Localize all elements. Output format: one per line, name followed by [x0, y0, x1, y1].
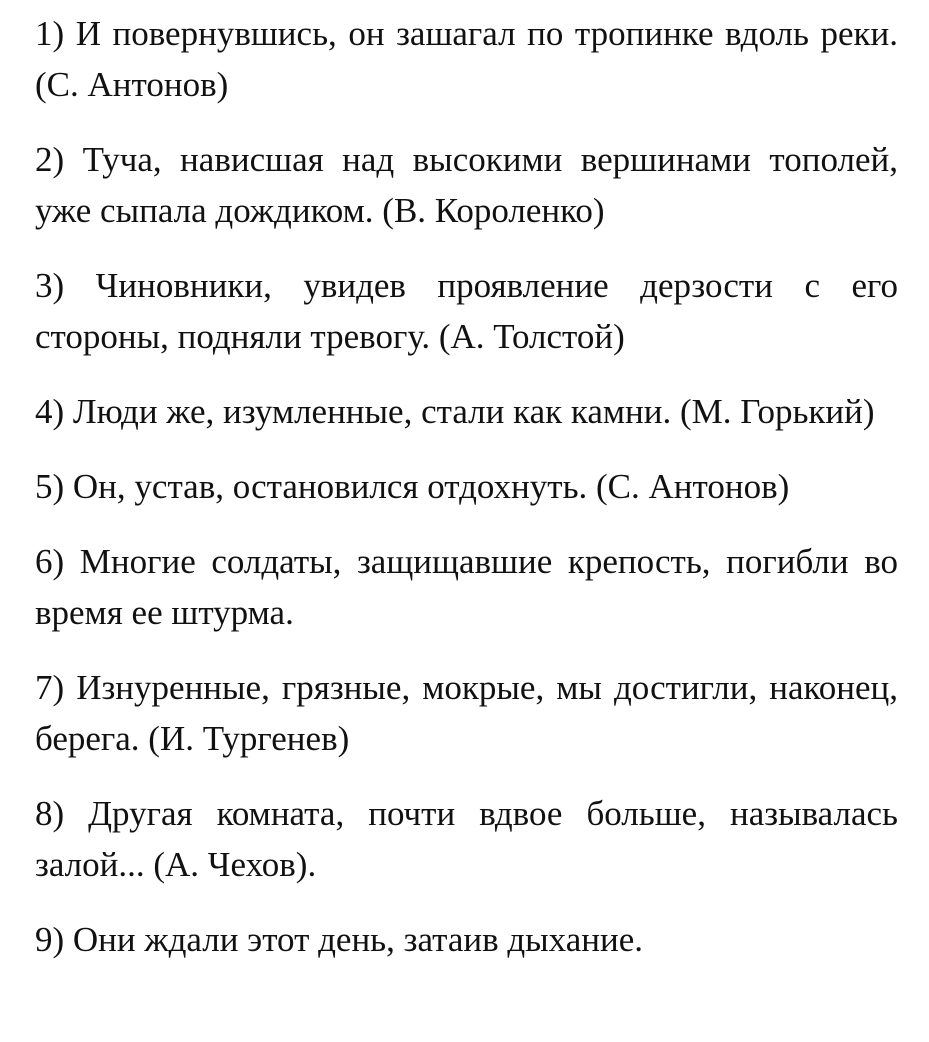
sentence-4: 4) Люди же, изумленные, стали как камни. (М. Горький) — [35, 392, 875, 431]
sentence-3: 3) Чиновники, увидев проявление дерзости с его стороны, подняли тревогу. (А. Толстой) — [35, 266, 898, 356]
sentence-2: 2) Туча, нависшая над высокими вершинами тополей, уже сыпала дождиком. (В. Короленко) — [35, 140, 898, 230]
sentence-1: 1) И повернувшись, он зашагал по тропинке вдоль реки. (С. Антонов) — [35, 14, 898, 104]
sentence-8: 8) Другая комната, почти вдвое больше, называлась залой... (А. Чехов). — [35, 794, 898, 884]
sentence-6: 6) Многие солдаты, защищавшие крепость, погибли во время ее штурма. — [35, 542, 898, 632]
sentence-5: 5) Он, устав, остановился отдохнуть. (С. Антонов) — [35, 467, 790, 506]
sentence-9: 9) Они ждали этот день, затаив дыхание. — [35, 920, 644, 959]
sentence-7: 7) Изнуренные, грязные, мокрые, мы достигли, наконец, берега. (И. Тургенев) — [35, 668, 898, 758]
